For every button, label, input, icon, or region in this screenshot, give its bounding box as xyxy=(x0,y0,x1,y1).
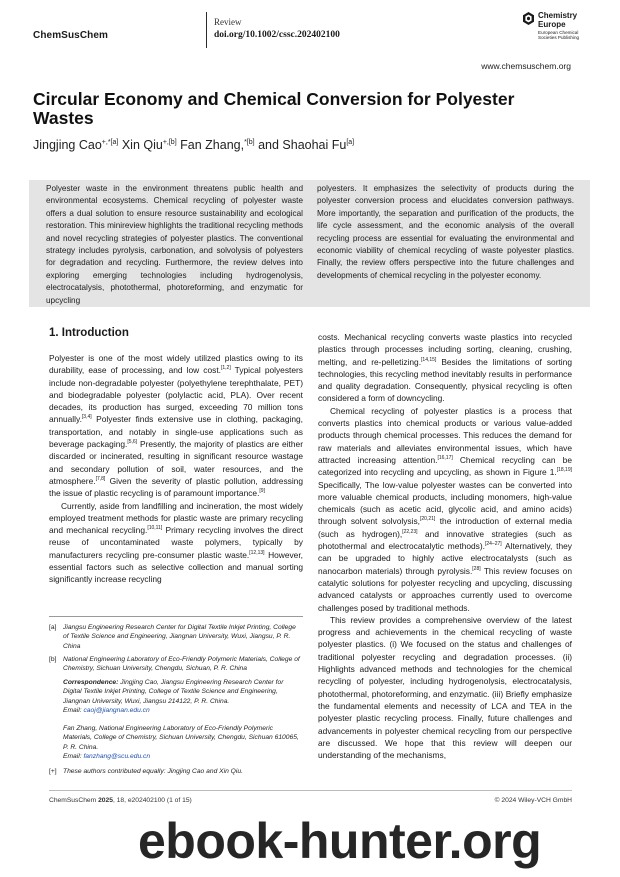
footer-divider xyxy=(49,790,572,791)
header-divider xyxy=(206,12,207,48)
equal-contribution-note: [+] These authors contributed equally: Jingjing Cao and Xin Qiu. xyxy=(49,768,243,775)
body-right-column xyxy=(318,331,572,761)
abstract-box xyxy=(29,180,590,307)
paragraph: Polyester is one of the most widely utilized plastics owing to its durability, ease of processing, and low cost.[1,2] Typical polyesters include non-degradable polyester (polyethylene terephthalate, PET) and biodegradable polyester (polylactic acid, PLA). Over recent decades, its production has surged, exceeding 70 million tons annually.[3,4] Polyester finds extensive use in clothing, packaging, transportation, and notably in single-use applications such as beverage packaging.[5,6] Presently, the majority of plastics are either discarded or incinerated, resulting in significant resource wastage and secondary pollution of soil, water resources, and the atmosphere.[7,8] Given the severity of plastic pollution, addressing the issue of plastic recycling is of paramount importance.[9] xyxy=(49,353,303,499)
abstract-right: polyesters. It emphasizes the selectivity of products during the polyester conversion process and elucidates conversion pathways. More importantly, the separation and purification of the products, the life cycle assessment, and the economic analysis of the overall recycling process are essential for evaluating the environmental and economic viability of chemical recycling of waste polyester plastics. Finally, the review offers perspective into the future challenges and developments of chemical recycling in the polyester economy. xyxy=(317,184,574,280)
affiliation-a: [a] Jiangsu Engineering Research Center for Digital Textile Inkjet Printing, College of Textile Science and Engineering, Jiangnan University, Wuxi, Jiangsu, P. R. China xyxy=(49,624,296,650)
paragraph: Currently, aside from landfilling and incineration, the most widely employed treatment methods for plastic waste are primary recycling and mechanical recycling.[10,11] Primary recycling involves the direct reuse of uncontaminated waste polymers, typically by manufacturers recycling pre-consumer plastic waste.[12,13] However, essential factors such as selective collection and manual sorting significantly increase recycling xyxy=(49,500,303,585)
footer-citation: ChemSusChem 2025, 18, e202402100 (1 of 15) xyxy=(49,797,192,804)
journal-name: ChemSusChem xyxy=(33,30,109,41)
abstract-left: Polyester waste in the environment threatens public health and environmental ecosystems. Chemical recycling of polyester waste offers a dual solution to ensure resource sustainability and ecological restoration. This minireview highlights the traditional recycling methods and novel recycling strategies of polyester plastics. The conventional strategy includes pyrolysis, carbonation, and solvolysis of polyesters for degradation and recycling. Furthermore, the review delves into exploring emerging technologies including hydrogenolysis, electrocatalysis, photothermal, photoreforming, and enzymatic for upcycling xyxy=(46,184,303,305)
brand-title: Chemistry Europe xyxy=(538,11,578,29)
section-heading: 1. Introduction xyxy=(49,327,129,339)
correspondence-1: Correspondence: Jingjing Cao, Jiangsu Engineering Research Center for Digital Textile Inkjet Printing, College of Textile Science and Engineering, Jiangnan University, Wuxi, Jiangsu 214122, P. R. China. Email: caoj@jiangnan.edu.cn xyxy=(63,679,284,715)
correspondence-2: Fan Zhang, National Engineering Laboratory of Eco-Friendly Polymeric Materials, College of Chemistry, Sichuan University, Chengdu, Sichuan 610065, P. R. China. Email: fanzhang@scu.edu.cn xyxy=(63,725,299,761)
hexagon-logo-icon xyxy=(523,12,534,25)
paragraph: costs. Mechanical recycling converts waste plastics into recycled plastics through processes including sorting, cleaning, crushing, melting, and re-pelletizing.[14,15] Besides the limitations of sorting technologies, this recycling method inevitably results in performance and quality degradation. Consequently, physical recycling is often considered a form of downcycling. xyxy=(318,332,572,404)
watermark: ebook-hunter.org xyxy=(138,813,542,869)
footnote-divider xyxy=(49,616,303,617)
body-left-column xyxy=(49,352,303,586)
email-link[interactable]: fanzhang@scu.edu.cn xyxy=(83,753,151,761)
footer-copyright: © 2024 Wiley-VCH GmbH xyxy=(494,797,572,804)
article-type: Review xyxy=(214,17,242,27)
article-title: Circular Economy and Chemical Conversion for Polyester Wastes xyxy=(33,89,515,128)
affiliation-b: [b] National Engineering Laboratory of Eco-Friendly Polymeric Materials, College of Chemistry, Sichuan University, Chengdu, Sichuan, P. R. China xyxy=(49,656,300,673)
brand-subtitle: European Chemical Societies Publishing xyxy=(538,30,580,41)
doi-link[interactable]: doi.org/10.1002/cssc.202402100 xyxy=(214,30,340,40)
paragraph: Chemical recycling of polyester plastics is a process that converts plastics into chemical products or various value-added products through chemical processes. This reduces the demand for raw materials and alleviates environmental issues, which have attracted increasing attention.[16,17] Chemical recycling can be categorized into recycling and upcycling, as shown in Figure 1.[18,19] Specifically, The low-value polyester wastes can be converted into more valuable chemical products, including monomers, high-value chemicals (such as acetic acid, glycolic acid, and amino acids) through solvent solvolysis,[20,21] the introduction of external media (such as hydrogen),[22,23] and innovative strategies (such as photothermal and electrocatalytic methods).[24–27] Alternatively, they can be upgraded to highly active electrocatalysts (such as nanocarbon materials) through pyrolysis.[28] This review focuses on catalytic solutions for polyester recycling and upcycling, discussing advanced catalysts or approaches currently used to overcome challenges posed by traditional methods. xyxy=(318,405,572,613)
journal-url[interactable]: www.chemsuschem.org xyxy=(481,61,571,71)
email-link[interactable]: caoj@jiangnan.edu.cn xyxy=(83,707,150,715)
chemistry-europe-logo xyxy=(523,11,613,43)
author-list: Jingjing Cao$^{+,*[a]}$ Xin Qiu$^{+,[b]}$ Fan Zhang,$^{*[b]}$ and Shaohai Fu[a] xyxy=(33,138,355,152)
paragraph: This review provides a comprehensive overview of the latest progress and achievements in the chemical recycling of waste polyester plastics. (i) We focused on the status and challenges of traditional polyester recycling and degradation processes. (ii) Highlights advanced methods and technologies for the chemical recycling of polyester, including hydrogenolysis, electrocatalysis, photothermal, photoreforming, and enzymatic. (iii) Briefly emphasize the fundamental elements and necessity of LCA and TEA in the polyester plastic recycling process. Finally, future challenges and advancements in polyester chemical recycling from our perspective are discussed. We hope that this review will deepen our understanding of the mechanisms, xyxy=(318,614,572,761)
